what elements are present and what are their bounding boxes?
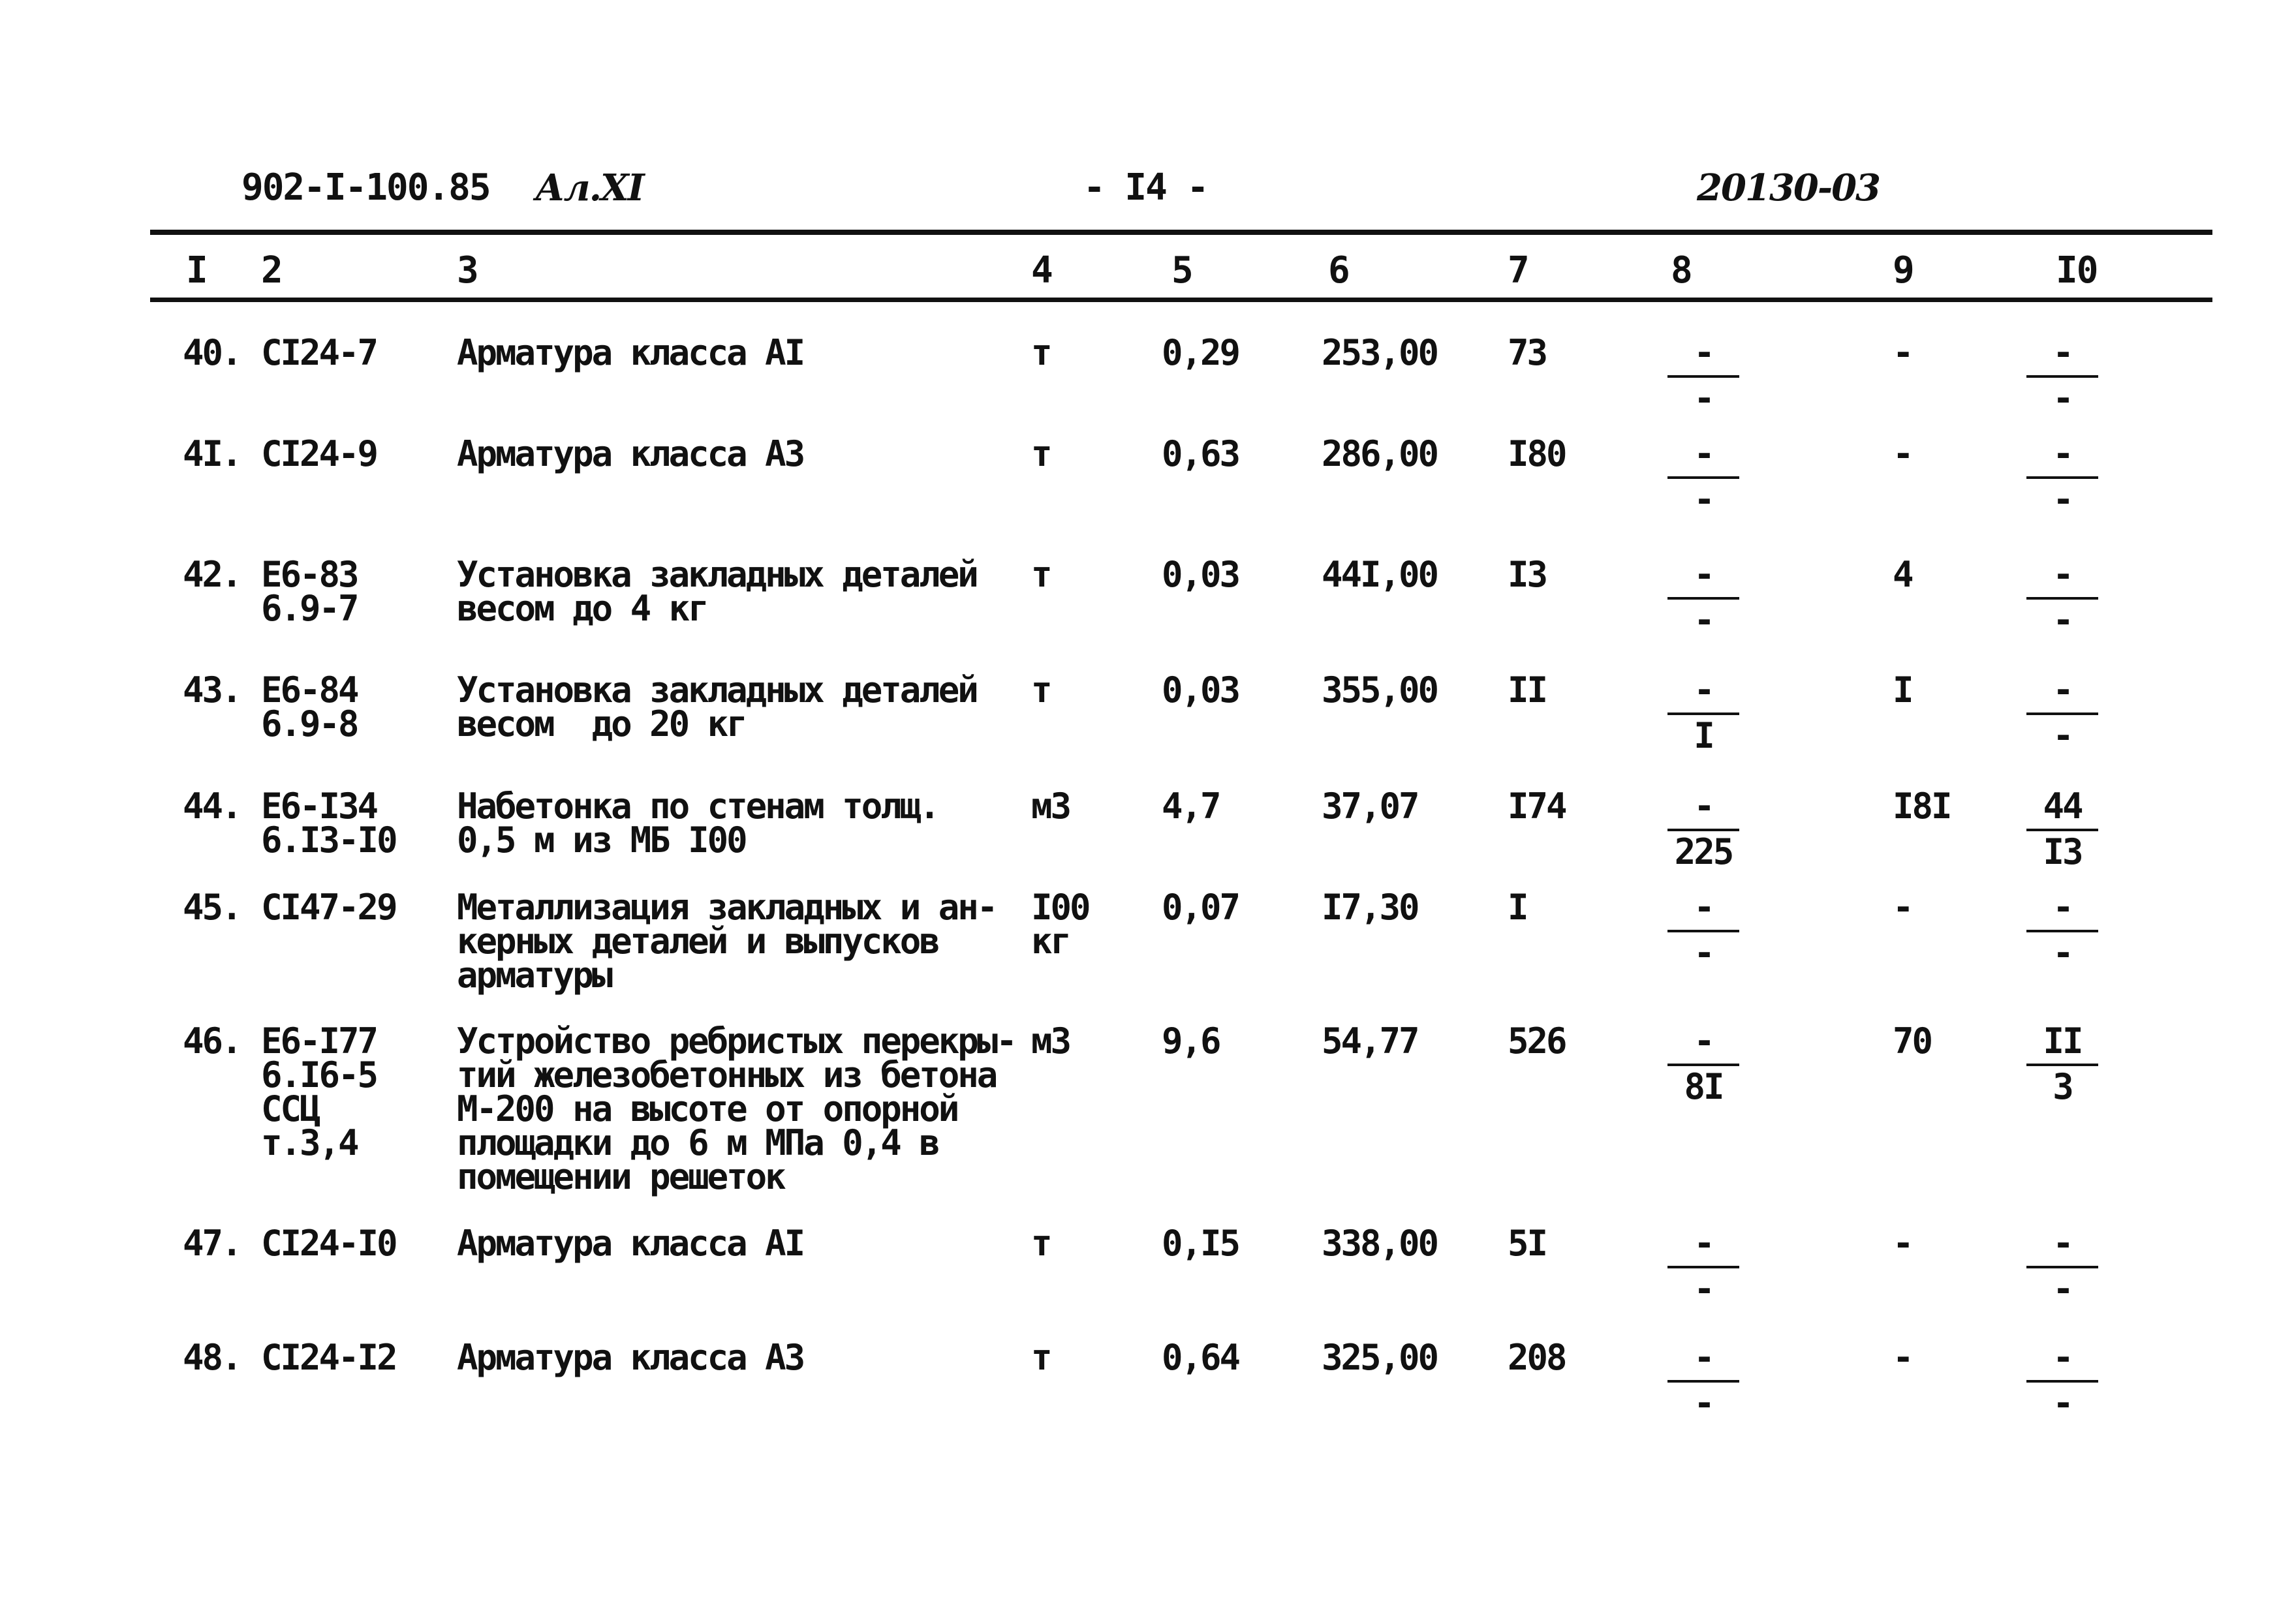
fraction-denominator: I <box>1694 715 1713 756</box>
work-description: Установка закладных деталей весом до 4 кг <box>457 554 977 629</box>
row-number: 42. <box>183 554 241 595</box>
column-9-value: - <box>1893 433 1912 474</box>
quantity: 9,6 <box>1162 1020 1220 1062</box>
fraction-numerator: - <box>2053 554 2072 595</box>
quantity: 4,7 <box>1162 786 1220 827</box>
column-10-fraction <box>2026 1337 2098 1424</box>
fraction-numerator: - <box>1694 554 1713 595</box>
fraction-denominator: 225 <box>1674 831 1733 872</box>
total-cost: I3 <box>1508 554 1547 595</box>
fraction-numerator: - <box>1694 786 1713 827</box>
fraction-denominator: - <box>2053 1383 2072 1424</box>
fraction-denominator: - <box>1694 1383 1713 1424</box>
column-8-fraction <box>1667 332 1739 419</box>
column-9-value: - <box>1893 1223 1912 1264</box>
column-number: 5 <box>1171 249 1192 292</box>
sheet-code: 20130-03 <box>1697 166 1880 209</box>
fraction-numerator: 44 <box>2043 786 2082 827</box>
unit-price: 338,00 <box>1322 1223 1438 1264</box>
column-8-fraction <box>1667 786 1739 872</box>
work-description: Арматура класса AI <box>457 1223 804 1264</box>
quantity: 0,64 <box>1162 1337 1239 1378</box>
rate-code: E6-I77 6.I6-5 ССЦ т.3,4 <box>261 1020 377 1163</box>
fraction-denominator: 3 <box>2053 1066 2072 1107</box>
fraction-denominator: - <box>1694 600 1713 641</box>
unit: т <box>1031 554 1051 595</box>
work-description: Металлизация закладных и ан- керных деталей и выпусков арматуры <box>457 887 997 996</box>
column-10-fraction <box>2026 669 2098 756</box>
total-cost: I74 <box>1508 786 1566 827</box>
fraction-denominator: - <box>1694 1268 1713 1310</box>
column-number: I0 <box>2056 249 2098 292</box>
unit: I00 кг <box>1031 887 1089 962</box>
row-number: 46. <box>183 1020 241 1062</box>
work-description: Набетонка по стенам толщ. 0,5 м из МБ I00 <box>457 786 938 861</box>
total-cost: II <box>1508 669 1547 711</box>
rate-code: CI47-29 <box>261 887 396 928</box>
unit: т <box>1031 669 1051 711</box>
row-number: 45. <box>183 887 241 928</box>
fraction-denominator: - <box>2053 600 2072 641</box>
total-cost: 526 <box>1508 1020 1566 1062</box>
unit-price: 355,00 <box>1322 669 1438 711</box>
fraction-numerator: - <box>1694 669 1713 711</box>
row-number: 48. <box>183 1337 241 1378</box>
fraction-numerator: - <box>2053 887 2072 928</box>
column-9-value: 4 <box>1893 554 1912 595</box>
column-10-fraction <box>2026 332 2098 419</box>
total-cost: 208 <box>1508 1337 1566 1378</box>
fraction-numerator: - <box>2053 669 2072 711</box>
column-number: I <box>186 249 207 292</box>
rate-code: CI24-I2 <box>261 1337 396 1378</box>
column-10-fraction <box>2026 1020 2098 1107</box>
fraction-denominator: I3 <box>2043 831 2082 872</box>
unit-price: 253,00 <box>1322 332 1438 373</box>
column-9-value: - <box>1893 332 1912 373</box>
column-9-value: I8I <box>1893 786 1951 827</box>
unit-price: 44I,00 <box>1322 554 1438 595</box>
quantity: 0,29 <box>1162 332 1239 373</box>
column-8-fraction <box>1667 1020 1739 1107</box>
column-number: 7 <box>1508 249 1528 292</box>
album-number: Ал.XI <box>535 166 643 209</box>
unit: т <box>1031 332 1051 373</box>
fraction-numerator: - <box>2053 1223 2072 1264</box>
fraction-numerator: - <box>2053 433 2072 474</box>
fraction-numerator: - <box>1694 1337 1713 1378</box>
work-description: Устройство ребристых перекры- тий железобетонных из бетона М-200 на высоте от опорной площадки до 6 м МПа 0,4 в помещении решеток <box>457 1020 1015 1197</box>
unit-price: 325,00 <box>1322 1337 1438 1378</box>
fraction-denominator: - <box>2053 715 2072 756</box>
unit: м3 <box>1031 786 1070 827</box>
fraction-numerator: - <box>2053 332 2072 373</box>
work-description: Арматура класса AI <box>457 332 804 373</box>
column-number: 4 <box>1031 249 1052 292</box>
rate-code: E6-I34 6.I3-I0 <box>261 786 396 861</box>
unit-price: 37,07 <box>1322 786 1418 827</box>
column-number: 2 <box>261 249 282 292</box>
column-10-fraction <box>2026 554 2098 641</box>
fraction-denominator: - <box>2053 479 2072 520</box>
column-10-fraction <box>2026 786 2098 872</box>
work-description: Установка закладных деталей весом до 20 кг <box>457 669 977 744</box>
row-number: 40. <box>183 332 241 373</box>
column-9-value: I <box>1893 669 1912 711</box>
total-cost: I80 <box>1508 433 1566 474</box>
column-9-value: 70 <box>1893 1020 1932 1062</box>
total-cost: 73 <box>1508 332 1547 373</box>
unit: т <box>1031 1223 1051 1264</box>
column-10-fraction <box>2026 1223 2098 1310</box>
total-cost: 5I <box>1508 1223 1547 1264</box>
fraction-denominator: 8I <box>1684 1066 1723 1107</box>
fraction-denominator: - <box>1694 932 1713 973</box>
fraction-denominator: - <box>2053 378 2072 419</box>
rate-code: CI24-7 <box>261 332 377 373</box>
fraction-denominator: - <box>1694 378 1713 419</box>
quantity: 0,03 <box>1162 554 1239 595</box>
fraction-denominator: - <box>2053 932 2072 973</box>
column-10-fraction <box>2026 887 2098 973</box>
unit-price: 54,77 <box>1322 1020 1418 1062</box>
fraction-numerator: - <box>1694 332 1713 373</box>
row-number: 43. <box>183 669 241 711</box>
fraction-numerator: II <box>2043 1020 2082 1062</box>
unit: т <box>1031 1337 1051 1378</box>
table-header-rule <box>150 298 2212 302</box>
table-top-rule <box>150 230 2212 235</box>
total-cost: I <box>1508 887 1527 928</box>
column-number: 9 <box>1893 249 1914 292</box>
column-9-value: - <box>1893 887 1912 928</box>
fraction-numerator: - <box>1694 1020 1713 1062</box>
fraction-numerator: - <box>1694 1223 1713 1264</box>
work-description: Арматура класса A3 <box>457 1337 804 1378</box>
row-number: 47. <box>183 1223 241 1264</box>
rate-code: CI24-9 <box>261 433 377 474</box>
column-8-fraction <box>1667 1223 1739 1310</box>
column-number: 3 <box>457 249 478 292</box>
column-9-value: - <box>1893 1337 1912 1378</box>
page-number: - I4 - <box>1083 166 1208 209</box>
quantity: 0,03 <box>1162 669 1239 711</box>
column-10-fraction <box>2026 433 2098 520</box>
rate-code: E6-83 6.9-7 <box>261 554 358 629</box>
column-8-fraction <box>1667 433 1739 520</box>
quantity: 0,I5 <box>1162 1223 1239 1264</box>
row-number: 4I. <box>183 433 241 474</box>
quantity: 0,07 <box>1162 887 1239 928</box>
unit: м3 <box>1031 1020 1070 1062</box>
fraction-denominator: - <box>2053 1268 2072 1310</box>
column-8-fraction <box>1667 1337 1739 1424</box>
work-description: Арматура класса A3 <box>457 433 804 474</box>
column-number: 6 <box>1328 249 1349 292</box>
fraction-numerator: - <box>1694 433 1713 474</box>
unit-price: 286,00 <box>1322 433 1438 474</box>
fraction-numerator: - <box>2053 1337 2072 1378</box>
column-8-fraction <box>1667 887 1739 973</box>
unit-price: I7,30 <box>1322 887 1418 928</box>
rate-code: E6-84 6.9-8 <box>261 669 358 744</box>
column-8-fraction <box>1667 669 1739 756</box>
fraction-denominator: - <box>1694 479 1713 520</box>
quantity: 0,63 <box>1162 433 1239 474</box>
document-code: 902-I-100.85 <box>241 166 490 209</box>
column-8-fraction <box>1667 554 1739 641</box>
rate-code: CI24-I0 <box>261 1223 396 1264</box>
unit: т <box>1031 433 1051 474</box>
row-number: 44. <box>183 786 241 827</box>
column-number: 8 <box>1671 249 1692 292</box>
fraction-numerator: - <box>1694 887 1713 928</box>
